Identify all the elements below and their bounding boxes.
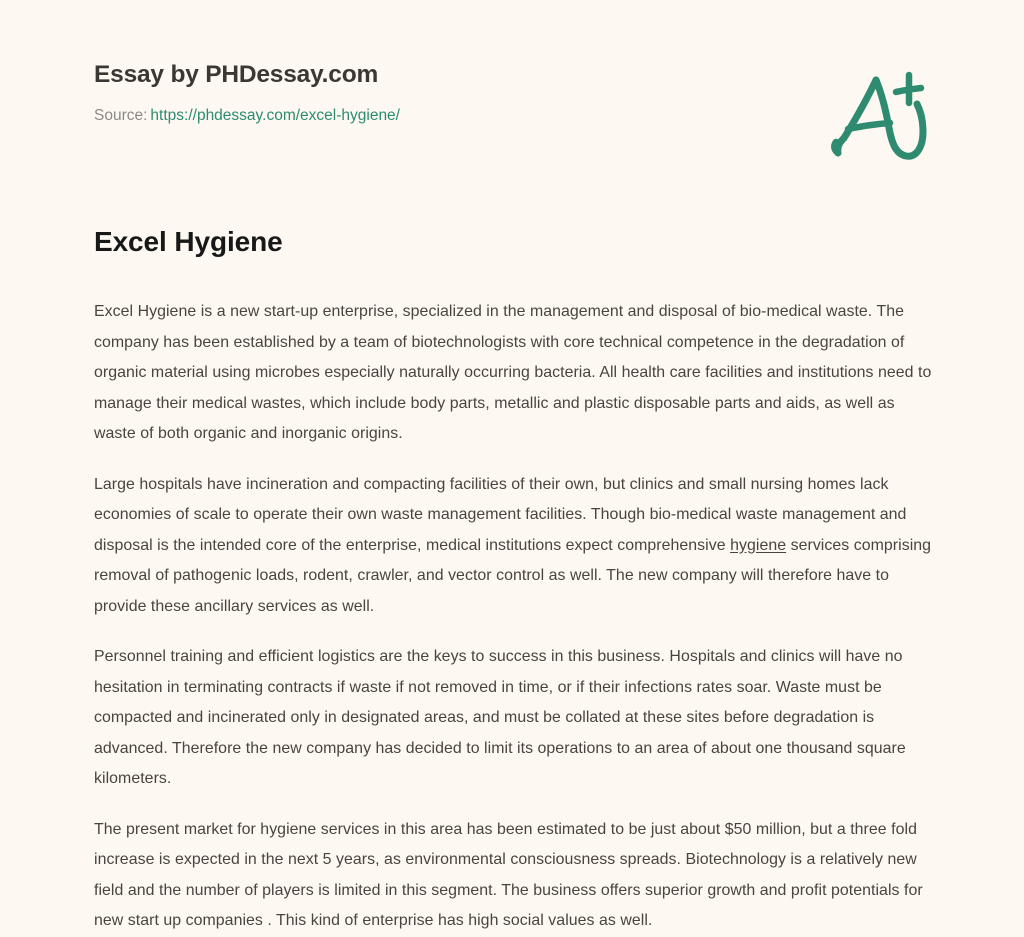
source-line <box>94 106 930 126</box>
hygiene-inline-link[interactable]: hygiene <box>730 536 787 554</box>
a-plus-logo-icon <box>824 66 932 170</box>
paragraph-2-after-link: services comprising removal of pathogenic loads, rodent, crawler, and vector control as well. The new company will therefore have to provide these ancillary services as well. <box>94 536 932 615</box>
page-title: Excel Hygiene <box>94 226 283 257</box>
paragraph-4: The present market for hygiene services in this area has been estimated to be just about $50 million, but a three fold increase is expected in the next 5 years, as environmental consciousness spreads. Biotechnology is a relatively new field and the number of players is limited in this segment. The business offers superior growth and profit potentials for new start up companies . This kind of enterprise has high social values as well. <box>94 820 923 929</box>
source-label: Source: <box>94 107 148 125</box>
paragraph-3: Personnel training and efficient logistics are the keys to success in this business. Hospitals and clinics will have no hesitation in terminating contracts if waste if not removed in time, or if their infections rates soar. Waste must be compacted and incinerated only in designated areas, and must be collated at these sites before degradation is advanced. Therefore the new company has decided to limit its operations to an area of about one thousand square kilometers. <box>94 648 906 787</box>
paragraph-2-before-link: Large hospitals have incineration and compacting facilities of their own, but clinics and small nursing homes lack economies of scale to operate their own waste management facilities. Though bio-medical waste management and disposal is the intended core of the enterprise, medical institutions expect comprehensive <box>94 475 907 554</box>
a-plus-logo <box>824 66 932 170</box>
source-url-link[interactable]: https://phdessay.com/excel-hygiene/ <box>150 107 400 125</box>
paragraph-2 <box>94 470 932 623</box>
page-header <box>94 60 930 127</box>
article-body <box>94 224 932 937</box>
paragraph-1: Excel Hygiene is a new start-up enterprise, specialized in the management and disposal of bio-medical waste. The company has been established by a team of biotechnologists with core technical competence in the degradation of organic material using microbes especially naturally occurring bacteria. All health care facilities and institutions need to manage their medical wastes, which include body parts, metallic and plastic disposable parts and aids, as well as waste of both organic and inorganic origins. <box>94 303 932 442</box>
brand-title: Essay by PHDessay.com <box>94 61 379 88</box>
